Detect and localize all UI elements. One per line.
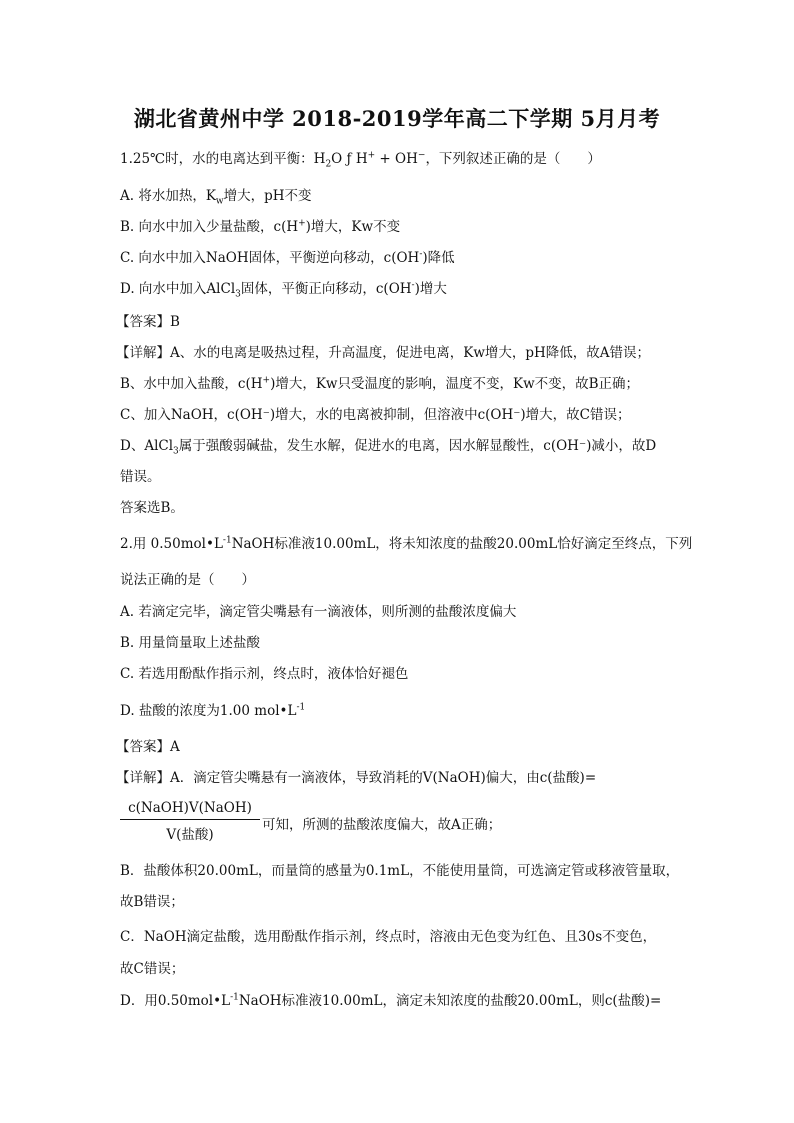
q1-opt-d-text: 固体，平衡正向移动，c(OH	[240, 281, 412, 297]
q2-explanation-line: C．NaOH滴定盐酸，选用酚酞作指示剂，终点时，溶液由无色变为红色、且30s不变色，	[120, 929, 657, 945]
q1-opt-a-text: 增大，pH不变	[223, 188, 312, 204]
concentration-fraction	[120, 800, 260, 843]
q1-option-a	[120, 187, 312, 205]
q1-answer: 【答案】B	[116, 314, 180, 330]
q1-superscript: −	[417, 150, 426, 161]
q1-exp-text: )增大，Kw只受温度的影响，温度不变，Kw不变，故B正确；	[270, 376, 640, 392]
q2-exp-sup: -1	[230, 992, 239, 1003]
q2-option-d	[120, 702, 305, 720]
q2-option-c: C. 若选用酚酞作指示剂，终点时，液体恰好褪色	[120, 666, 409, 682]
fraction-numerator: c(NaOH)V(NaOH)	[120, 800, 260, 820]
q1-stem-part: 1.25℃时，水的电离达到平衡：H	[120, 151, 326, 167]
fraction-denominator: V(盐酸)	[166, 827, 214, 843]
q1-stem-part: + OH	[375, 151, 418, 167]
document-title: 湖北省黄州中学 2018-2019学年高二下学期 5月月考	[133, 106, 661, 131]
q1-explanation-line: C、加入NaOH，c(OH⁻)增大，水的电离被抑制，但溶液中c(OH⁻)增大，故C错误；	[120, 407, 631, 423]
q1-opt-b-text: )增大，Kw不变	[305, 219, 401, 235]
q1-opt-d-sub: 3	[235, 289, 241, 300]
q2-stem-part: 2.用 0.50mol•L	[120, 536, 223, 552]
q2-stem-part: NaOH标准液10.00mL，将未知浓度的盐酸20.00mL恰好滴定至终点，下列	[231, 536, 693, 552]
q1-opt-a-sub: w	[215, 196, 224, 207]
q1-option-d	[120, 280, 447, 298]
q1-opt-d-sup: -	[411, 280, 415, 291]
q1-opt-b-sup: +	[298, 218, 306, 229]
q1-exp-text: 属于强酸弱碱盐，发生水解，促进水的电离，因水解显酸性，c(OH⁻)减小，故D	[178, 438, 657, 454]
q1-opt-c-text: C. 向水中加入NaOH固体，平衡逆向移动，c(OH	[120, 250, 420, 266]
q2-explanation-line	[120, 992, 661, 1010]
q2-answer: 【答案】A	[116, 739, 180, 755]
q1-exp-text: B、水中加入盐酸，c(H	[120, 376, 263, 392]
q1-opt-d-text: D. 向水中加入AlCl	[120, 281, 236, 297]
q1-stem-part: ，下列叙述正确的是（ ）	[425, 151, 601, 167]
q1-explanation-line	[120, 375, 639, 393]
q1-final-answer: 答案选B。	[120, 500, 184, 516]
q1-explanation-line: 【详解】A、水的电离是吸热过程，升高温度，促进电离，Kw增大，pH降低，故A错误；	[116, 345, 651, 361]
q2-explanation-line: B．盐酸体积20.00mL，而量筒的感量为0.1mL，不能使用量筒，可选滴定管或移液管量取，	[120, 863, 680, 879]
question-2-stem-cont: 说法正确的是（ ）	[120, 572, 255, 588]
q2-explanation-line: 【详解】A．滴定管尖嘴悬有一滴液体，导致消耗的V(NaOH)偏大，由c(盐酸)=	[116, 770, 597, 786]
question-1-stem	[120, 150, 601, 168]
q1-exp-sup: +	[262, 375, 271, 386]
q1-exp-sub: 3	[173, 446, 179, 457]
q1-opt-b-text: B. 向水中加入少量盐酸，c(H	[120, 219, 299, 235]
q1-explanation-line: 错误。	[120, 469, 161, 485]
q1-opt-a-text: A. 将水加热，K	[120, 188, 216, 204]
q2-exp-text: NaOH标准液10.00mL，滴定未知浓度的盐酸20.00mL，则c(盐酸)=	[238, 993, 662, 1009]
q1-subscript: 2	[325, 159, 332, 170]
q1-opt-c-text: )降低	[422, 250, 455, 266]
q1-superscript: +	[367, 150, 376, 161]
question-2-stem	[120, 535, 692, 553]
q2-opt-d-text: D. 盐酸的浓度为1.00 mol•L	[120, 703, 297, 719]
q2-explanation-line: 故B错误；	[120, 894, 184, 910]
q2-stem-sup: -1	[222, 535, 232, 546]
q2-option-b: B. 用量筒量取上述盐酸	[120, 635, 261, 651]
q1-opt-d-text: )增大	[414, 281, 447, 297]
q1-opt-c-sup: -	[419, 249, 423, 260]
q1-stem-part: O ƒ H	[331, 151, 368, 167]
q2-opt-d-sup: -1	[296, 702, 306, 713]
q2-explanation-line: 可知，所测的盐酸浓度偏大，故A正确；	[262, 817, 502, 833]
q1-option-b	[120, 218, 400, 236]
q2-exp-text: D．用0.50mol•L	[120, 993, 231, 1009]
q1-explanation-line	[120, 437, 656, 455]
q2-option-a: A. 若滴定完毕，滴定管尖嘴悬有一滴液体，则所测的盐酸浓度偏大	[120, 604, 517, 620]
q1-option-c	[120, 249, 455, 267]
q2-explanation-line: 故C错误；	[120, 961, 185, 977]
q1-exp-text: D、AlCl	[120, 438, 174, 454]
